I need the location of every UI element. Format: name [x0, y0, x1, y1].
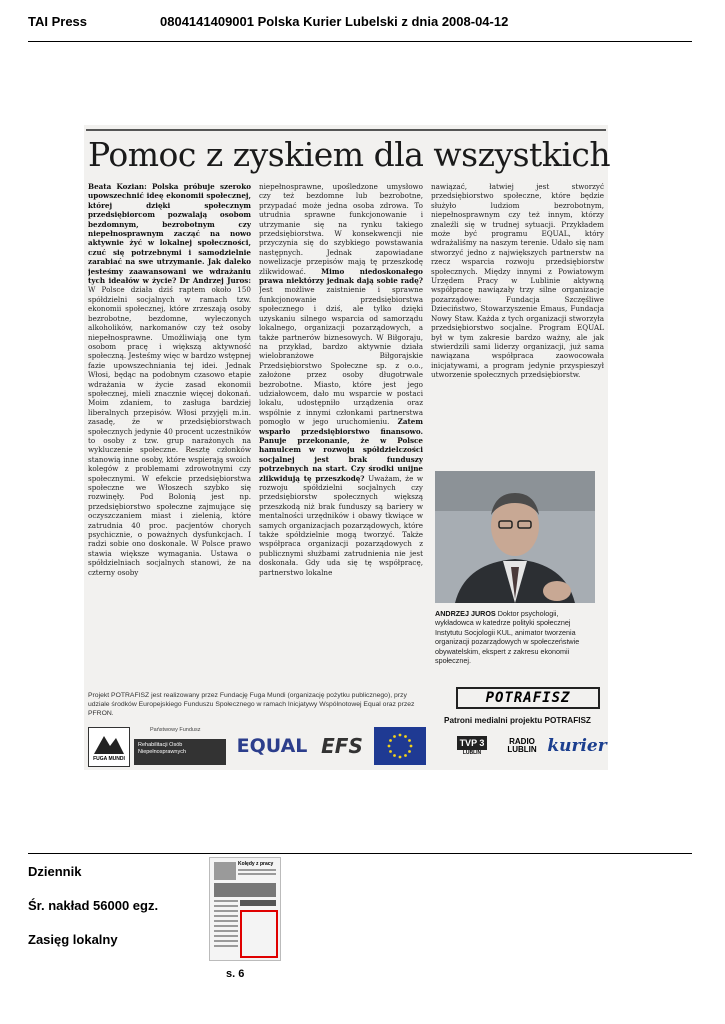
eu-flag-icon — [374, 727, 426, 765]
article-column-2 — [259, 182, 423, 680]
source-label: TAI Press — [28, 14, 88, 29]
article-location-marker — [240, 910, 278, 958]
radio-lublin-logo: RADIO LUBLIN — [507, 737, 537, 754]
fuga-mundi-logo: FUGA MUNDI — [88, 727, 130, 767]
portrait-photo — [435, 471, 595, 603]
question-text: Zatem wsparło przedsiębiorstwo finansowo. Panuje przekonanie, że w Polsce hamulcem w rozwoju spółdzielczości socjalnej jest brak funduszy potrzebnych na start. Czy środki unijne zlikwidują tę przeszkodę? — [259, 417, 423, 483]
media-patrons-label: Patroni medialni projektu POTRAFISZ — [444, 716, 591, 725]
title-rule — [86, 129, 606, 131]
page-number: s. 6 — [226, 968, 245, 980]
article-column-1 — [88, 182, 251, 680]
caption-text: Doktor psychologii, wykładowca w katedrze polityki społecznej Instytutu Socjologii KUL, animator tworzenia organizacji pozarządowych w społeczeństwie obywatelskim, ekspert z zakresu ekonomii społecznej. — [435, 609, 580, 666]
answer-text: niepełnosprawne, upośledzone umysłowo czy też bezdomne lub bezrobotne, przypadać może jedna osoba zdrowa. To utrudnia sprawne funkcjonowanie i utrzymanie się na rynku takiego przedsiębiorstwa. W konsekwencji nie przyczynia się do szybkiego powstawania następnych. Jednak zapowiadane nowelizacje przepisów mają tę przeszkodę zlikwidować. — [259, 182, 423, 276]
footer-divider — [28, 853, 692, 854]
photo-caption — [435, 609, 595, 665]
equal-logo: EQUAL — [236, 735, 308, 757]
answer-text: Uważam, że w rozwoju spółdzielni socjalnych czy przedsiębiorstw społecznych większą przeszkodą niż brak funduszy są bariery w mentalności urzędników i obawy tkwiące w samych organizacjach pozarządowych, które także spółdzielnie mogą tworzyć. Także współpraca organizacji pozarządowych z publicznymi służbami zatrudnienia nie jest doskonała. Gdy uda się tę współpracę, partnerstwo lokalne — [259, 473, 423, 577]
article-title: Pomoc z zyskiem dla wszystkich — [88, 135, 611, 174]
caption-name: ANDRZEJ JUROS — [435, 609, 496, 618]
question-text: Mimo niedoskonałego prawa niektórzy jednak dają sobie radę? — [259, 266, 423, 286]
thumbnail-headline: Kolędy z pracy — [238, 861, 274, 867]
range-label: Zasięg lokalny — [28, 932, 118, 947]
reference-label: 0804141409001 Polska Kurier Lubelski z dnia 2008-04-12 — [160, 14, 509, 29]
tvp3-logo: TVP 3 LUBLIN — [452, 727, 492, 765]
pfron-logo: Państwowy Fundusz Rehabilitacji Osób Niepełnosprawnych — [134, 727, 226, 765]
page-thumbnail[interactable] — [209, 857, 281, 961]
article-clipping — [84, 125, 611, 770]
fuga-mundi-icon — [92, 732, 126, 756]
sponsor-logos — [88, 727, 607, 767]
project-note: Projekt POTRAFISZ jest realizowany przez Fundację Fuga Mundi (organizację pożytku publicznego), przy udziale środków Europejskiego Funduszu Społecznego w ramach Inicjatywy Wspólnotowej Equal oraz przez PFRON. — [88, 692, 415, 717]
speaker-label: Dr Andrzej Juros: — [179, 276, 251, 286]
answer-text: nawiązać, łatwiej jest stworzyć przedsiębiorstwo społeczne, które będzie służyło ludziom bezrobotnym, niepełnosprawnym czy też innym, którzy znaleźli się w trudnej sytuacji. Przykładem może być programu EQUAL, który wdrażaliśmy na naszym terenie. Udało się nam stworzyć jedno z największych partnerstw na rzecz wsparcia rozwoju przedsiębiorstw społecznych. Między innymi z Powiatowym Urzędem Pracy w Lublinie aktywną współpracę nawiązały trzy silne organizacje pozarządowe: Fundacja Szczęśliwe Dzieciństwo, Stowarzyszenie Emaus, Fundacja Nowy Staw. Każda z tych organizacji stworzyła przedsiębiorstwo socjalne. Program EQUAL był w tym zakresie bardzo ważny, ale jak stwierdzili sami liderzy organizacji, już sama nawiązana współpraca zaowocowała inicjatywami, a program jedynie przyspieszył utworzenie społecznych przedsiębiorstw. — [431, 182, 604, 380]
kurier-logo: kurier — [547, 736, 607, 756]
interview-lead: Beata Kozian: Polska próbuje szeroko upowszechnić ideę ekonomii społecznej, której dzięki społecznym przedsiębiorcom pozwalają osobom bezdomnym, bezrobotnym czy niepełnosprawnym zacząć na nowo aktywnie żyć w lokalnej społeczności, czuć się potrzebnymi i samodzielnie zarabiać na swe utrzymanie. Jak daleko jesteśmy zaawansowani we wdrażaniu tych ideałów w życie? — [88, 182, 251, 286]
article-column-3 — [431, 182, 604, 462]
potrafisz-logo: POTRAFISZ — [456, 687, 600, 709]
circulation-label: Śr. nakład 56000 egz. — [28, 898, 159, 913]
answer-text: W Polsce działa dziś raptem około 150 spółdzielni socjalnych w ramach tzw. ekonomii społecznej, które zrzeszają osoby bezrobotne, bezdomne, wyleczonych alkoholików, narkomanów czy też osoby niepełnosprawne. Umożliwiają one tym osobom pracę i większą aktywność społeczną. Jesteśmy więc w bardzo wstępnej fazie upowszechniania tej idei. Jednak Włosi, będąc na podobnym czasowo etapie wdrażania w życie zasad ekonomii społecznej, mieli znacznie więcej dokonań. Moim zdaniem, to zasługa bardziej liberalnych przepisów. Włosi przyjęli m.in. zasadę, że w przedsiębiorstwach społecznych jedynie 40 procent uczestników to osoby z tzw. grup narażonych na wykluczenie społeczne. Resztę członków stanowią inne osoby, które wspierają swoich kolegów z problemami zdrowotnymi czy społecznymi. W efekcie przedsiębiorstwa społeczne we Włoszech szybko się rozwinęły. Pod Bolonią jest np. przedsiębiorstwo społeczne zajmujące się oczyszczaniem miast i zielenią, które zatrudnia 40 proc. pacjentów chorych psychicznie, o poważnych dysfunkcjach. I radzi sobie ono doskonale. W Polsce prawo stawia większe wymagania. Ustawa o spółdzielniach socjalnych stanowi, że na czterny osoby — [88, 285, 251, 577]
publication-type: Dziennik — [28, 864, 82, 879]
efs-logo: EFS — [321, 734, 363, 758]
answer-text: Jest możliwe zaistnienie i sprawne funkcjonowanie przedsiębiorstwa społecznego i dziś, ale tylko dzięki uzyskaniu silnego wsparcia od samorządu lokalnego, organizacji pozarządowych, a także partnerów biznesowych. W Biłgoraju, na przykład, bardzo aktywnie działa wielobranżowe Biłgorajskie Przedsiębiorstwo Społeczne sp. z o.o., założone przez osoby długotrwale bezrobotne. Miasto, które jest jego udziałowcem, dało mu wsparcie w postaci lokalu, udostępniło urządzenia oraz wspólnie z innymi członkami partnerstwa pomogło w jego uruchomieniu. — [259, 285, 423, 427]
header-divider — [28, 41, 692, 42]
